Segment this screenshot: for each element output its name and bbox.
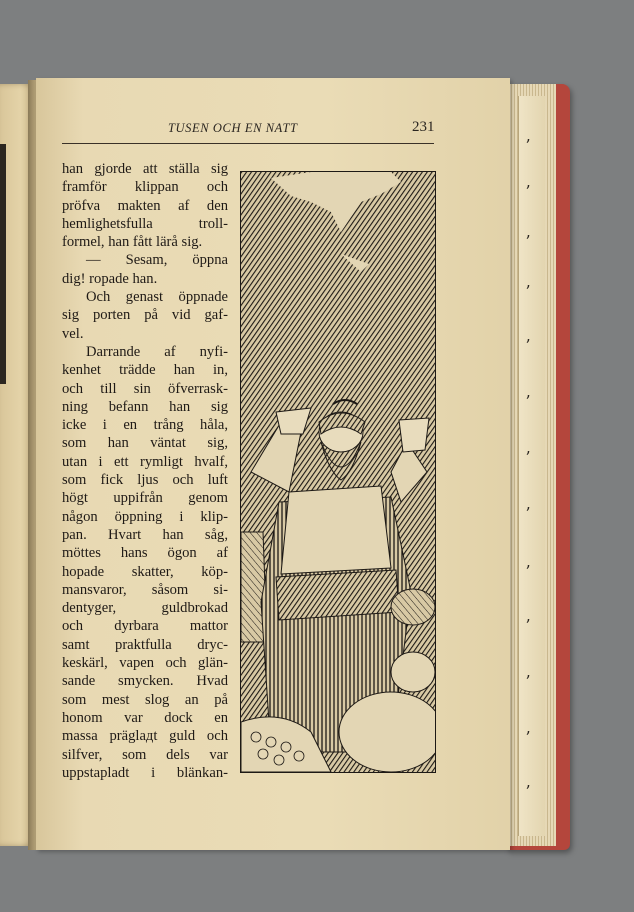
tab-mark-icon: ʼ: [525, 504, 531, 523]
text-line: som han väntat sig,: [62, 435, 228, 452]
tab-mark-icon: ʼ: [525, 448, 531, 467]
text-line: ning befann han sig: [62, 398, 228, 415]
text-line: som fick ljus och luft: [62, 472, 228, 489]
tab-mark-icon: ʼ: [525, 728, 531, 747]
text-line: uppstapladt i blänkan-: [62, 764, 228, 781]
text-line: formel, han fått lärå sig.: [62, 234, 203, 251]
illustration-ali-baba-in-cave: [240, 171, 436, 773]
text-line: vel.: [62, 325, 84, 342]
text-line: Och genast öppnade: [86, 289, 228, 306]
text-line: och dyrbara mattor: [62, 618, 228, 635]
running-title: TUSEN OCH EN NATT: [168, 121, 298, 135]
text-line: framför klippan och: [62, 179, 228, 196]
tab-mark-icon: ʼ: [525, 392, 531, 411]
tab-mark-icon: ʼ: [525, 672, 531, 691]
body-text: [62, 160, 228, 782]
thumb-index-tabs: [518, 96, 545, 836]
text-line: massa präglадt guld och: [62, 728, 228, 745]
text-line: utan i ett rymligt hvalf,: [62, 453, 228, 470]
text-line: sande smycken. Hvad: [62, 673, 228, 690]
tab-mark-icon: ʼ: [525, 336, 531, 355]
text-line: icke i en trång håla,: [62, 417, 228, 434]
text-line: dig! ropade han.: [62, 270, 158, 287]
text-line: och till sin öfverrask-: [62, 380, 228, 397]
header-rule: [62, 143, 434, 144]
tab-mark-icon: ʼ: [525, 616, 531, 635]
text-line: hopade skatter, köp-: [62, 563, 228, 580]
text-line: mansvaror, såsom si-: [62, 581, 228, 598]
text-line: kenhet trädde han in,: [62, 362, 228, 379]
tab-mark-icon: ʼ: [525, 282, 531, 301]
text-line: sig porten på vid gaf-: [62, 307, 228, 324]
text-line: honom var dock en: [62, 709, 228, 726]
text-line: som mest slog an på: [62, 691, 228, 708]
text-line: samt praktfulla dryc-: [62, 636, 228, 653]
text-line: Darrande af nyfi-: [86, 343, 228, 360]
text-line: högt uppifrån genom: [62, 490, 228, 507]
tab-mark-icon: ʼ: [525, 782, 531, 801]
text-line: pan. Hvart han såg,: [62, 526, 228, 543]
text-line: han gjorde att ställa sig: [62, 161, 228, 177]
page-number: 231: [412, 119, 435, 135]
tab-mark-icon: ʼ: [525, 562, 531, 581]
text-line: hemlighetsfulla troll-: [62, 215, 228, 232]
text-line: pröfva makten af den: [62, 197, 228, 214]
tab-mark-icon: ʼ: [525, 182, 531, 201]
text-line: dentyger, guldbrokad: [62, 600, 228, 617]
tab-mark-icon: ʼ: [525, 232, 531, 251]
text-line: silfver, som dels var: [62, 746, 228, 763]
text-line: någon öppning i klip-: [62, 508, 228, 525]
text-line: keskärl, vapen och glän-: [62, 655, 228, 672]
tab-mark-icon: ʼ: [525, 136, 531, 155]
text-line: — Sesam, öppna: [86, 252, 228, 269]
text-line: möttes hans ögon af: [62, 545, 228, 562]
